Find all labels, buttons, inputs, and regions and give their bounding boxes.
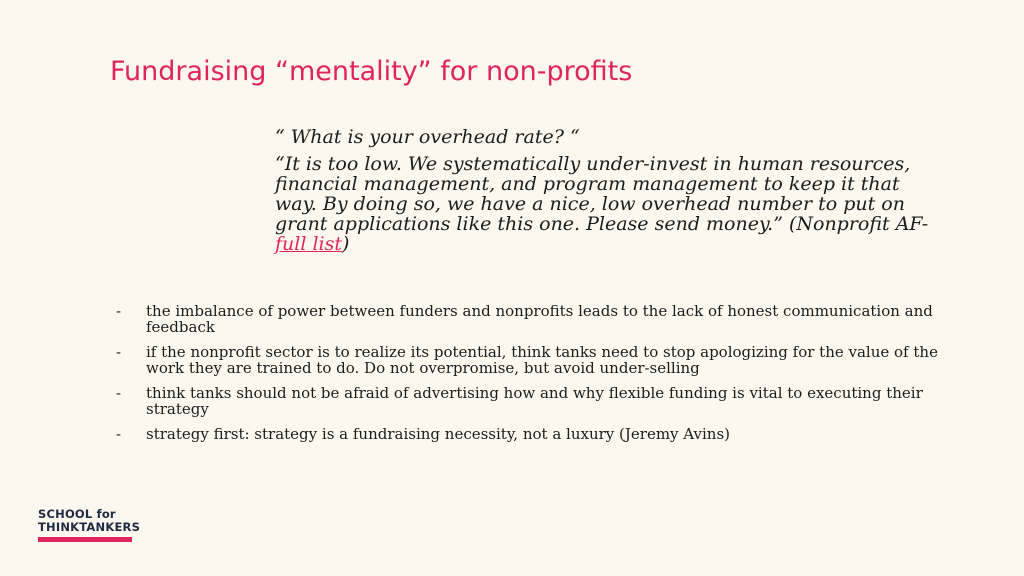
bullet-text: the imbalance of power between funders and nonprofits leads to the lack of honest communication and feedback: [146, 302, 933, 336]
bullet-marker: -: [116, 384, 122, 402]
quote-block: [275, 124, 935, 254]
list-item: [110, 426, 940, 442]
bullet-text: if the nonprofit sector is to realize its potential, think tanks need to stop apologizing for the value of the work they are trained to do. Do not overpromise, but avoid under-selling: [146, 343, 938, 377]
school-for-thinktankers-logo: [38, 507, 141, 542]
slide-title: Fundraising “mentality” for non-profits: [110, 56, 633, 87]
list-item: [110, 344, 940, 376]
bullet-text: think tanks should not be afraid of advertising how and why flexible funding is vital to executing their strategy: [146, 384, 923, 418]
bullet-text: strategy first: strategy is a fundraising necessity, not a luxury (Jeremy Avins): [146, 425, 730, 443]
full-list-link[interactable]: full list: [275, 233, 343, 255]
logo-line-2: THINKTANKERS: [38, 520, 141, 534]
list-item: [110, 303, 940, 335]
quote-question: “ What is your overhead rate? “: [275, 126, 580, 148]
bullet-marker: -: [116, 343, 122, 361]
bullet-marker: -: [116, 302, 122, 320]
bullet-marker: -: [116, 425, 122, 443]
list-item: [110, 385, 940, 417]
quote-closing: ): [342, 233, 350, 255]
quote-answer-text: “It is too low. We systematically under-invest in human resources, financial management, and program management to keep it that way. By doing so, we have a nice, low overhead number to put on grant applications like this one. Please send money.” (Nonprofit AF-: [275, 153, 929, 235]
quote-answer: [275, 154, 930, 254]
bullet-list: [110, 303, 940, 451]
logo-underline-bar: [38, 537, 132, 542]
logo-line-1: SCHOOL for: [38, 507, 116, 521]
